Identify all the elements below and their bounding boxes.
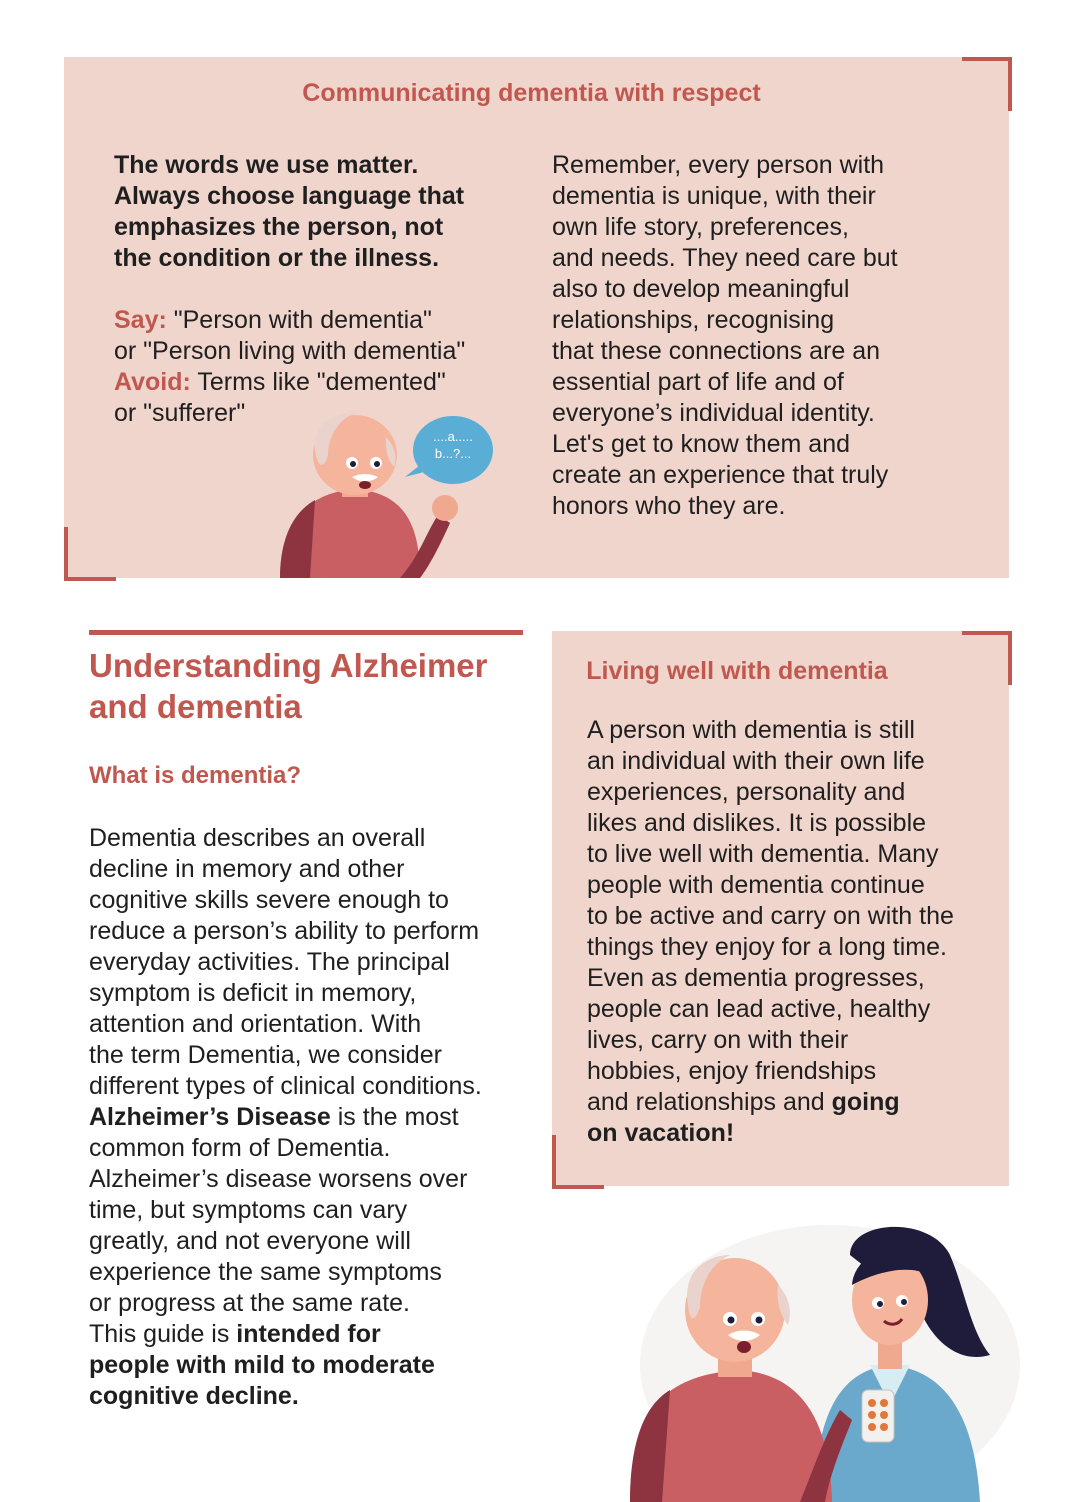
avoid-text: Terms like "demented" or "sufferer" xyxy=(114,368,446,427)
respect-box-title: Communicating dementia with respect xyxy=(302,79,761,107)
say-text: "Person with dementia" or "Person living with dementia" xyxy=(114,306,466,365)
respect-right-text: Remember, every person with dementia is unique, with their own life story, preferences, and needs. They need care but also to develop meaningful relationships, recognising that these connections are an essential part of life and of everyone’s individual identity. Let's get to know them and create an experience that truly honors who they are. xyxy=(552,151,898,520)
corner-bottom-left xyxy=(64,527,116,581)
respect-intro: The words we use matter. Always choose language that emphasizes the person, not the condition or the illness. xyxy=(114,151,465,272)
living-well-body xyxy=(587,715,997,1149)
living-well-body-text: A person with dementia is still an individual with their own life experiences, personality and likes and dislikes. It is possible to live well with dementia. Many people with dementia continue to be active and carry on with the things they enjoy for a long time. Even as dementia progresses, people can lead active, healthy lives, carry on with their hobbies, enjoy friendships and relationships and xyxy=(587,716,954,1116)
intended-for-bold: intended for people with mild to moderate cognitive decline. xyxy=(89,1320,435,1410)
understanding-body-part1: Dementia describes an overall decline in memory and other cognitive skills severe enough to reduce a person’s ability to perform everyday activities. The principal symptom is deficit in memory, attention and orientation. With the term Dementia, we consider different types of clinical conditions. xyxy=(89,824,482,1100)
understanding-body-part2: is the most common form of Dementia. Alzheimer’s disease worsens over time, but symptoms can vary greatly, and not everyone will experience the same symptoms or progress at the same rate. This guide is xyxy=(89,1103,468,1348)
understanding-heading: Understanding Alzheimer and dementia xyxy=(89,647,488,725)
man-and-caregiver-illustration xyxy=(600,1215,1020,1502)
what-is-dementia-subheading: What is dementia? xyxy=(89,762,302,789)
alzheimers-bold: Alzheimer’s Disease xyxy=(89,1103,331,1131)
section-rule xyxy=(89,630,523,635)
avoid-label: Avoid: xyxy=(114,368,191,396)
living-well-title: Living well with dementia xyxy=(586,657,888,685)
say-label: Say: xyxy=(114,306,167,334)
speech-bubble-text: ....a..... b...?... xyxy=(433,429,473,461)
understanding-body xyxy=(89,823,534,1412)
going-on-vacation-bold: going on vacation! xyxy=(587,1088,900,1147)
corner-top-right-2 xyxy=(962,631,1012,685)
